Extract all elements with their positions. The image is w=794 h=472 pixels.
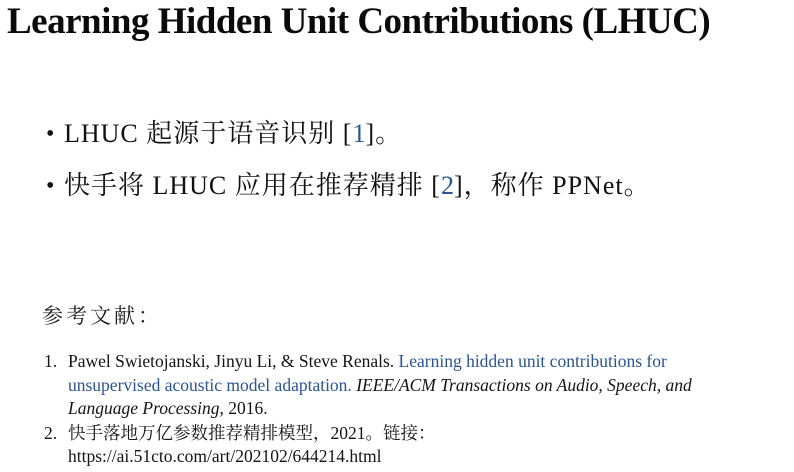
bullet-2-before: 快手将 LHUC 应用在推荐精排 bbox=[64, 171, 432, 200]
reference-1-journal: IEEE/ACM Transactions on Audio, Speech, and Language Processing bbox=[68, 374, 692, 418]
bullet-2-after: ，称作 PPNet。 bbox=[463, 171, 651, 200]
bullet-item-1 bbox=[46, 116, 651, 152]
reference-1-paper-link[interactable]: Learning hidden unit contributions for unsupervised acoustic model adaptation. bbox=[68, 351, 667, 395]
bullet-icon: • bbox=[46, 121, 56, 147]
reference-list bbox=[44, 350, 750, 470]
bullet-icon: • bbox=[46, 173, 56, 199]
citation-link-2[interactable]: 2 bbox=[440, 171, 454, 200]
reference-number-2: 2. bbox=[44, 422, 58, 443]
bracket-close: ] bbox=[453, 171, 464, 200]
bullet-text-2 bbox=[64, 168, 651, 204]
references-heading: 参考文献： bbox=[42, 304, 162, 328]
reference-number-1: 1. bbox=[44, 351, 58, 371]
reference-1-authors: Pawel Swietojanski, Jinyu Li, & Steve Renals. bbox=[68, 351, 399, 371]
reference-2-text: 快手落地万亿参数推荐精排模型，2021。链接： bbox=[68, 422, 436, 443]
reference-body-2 bbox=[68, 422, 750, 469]
bullet-item-2 bbox=[46, 168, 651, 204]
reference-2-url-link[interactable]: https://ai.51cto.com/art/202102/644214.html bbox=[68, 446, 382, 466]
reference-item-1 bbox=[44, 350, 750, 421]
bracket-close: ] bbox=[365, 119, 376, 148]
reference-1-year: , 2016. bbox=[219, 398, 268, 418]
reference-item-2 bbox=[44, 422, 750, 469]
citation-link-1[interactable]: 1 bbox=[352, 119, 366, 148]
bullet-1-after: 。 bbox=[375, 119, 403, 148]
page-title: Learning Hidden Unit Contributions (LHUC) bbox=[7, 1, 711, 42]
reference-body-1 bbox=[68, 350, 750, 421]
bracket-open: [ bbox=[342, 119, 353, 148]
bullet-text-1 bbox=[64, 116, 402, 152]
bracket-open: [ bbox=[431, 171, 441, 200]
bullet-1-before: LHUC 起源于语音识别 bbox=[64, 119, 343, 148]
bullet-list bbox=[46, 116, 651, 220]
